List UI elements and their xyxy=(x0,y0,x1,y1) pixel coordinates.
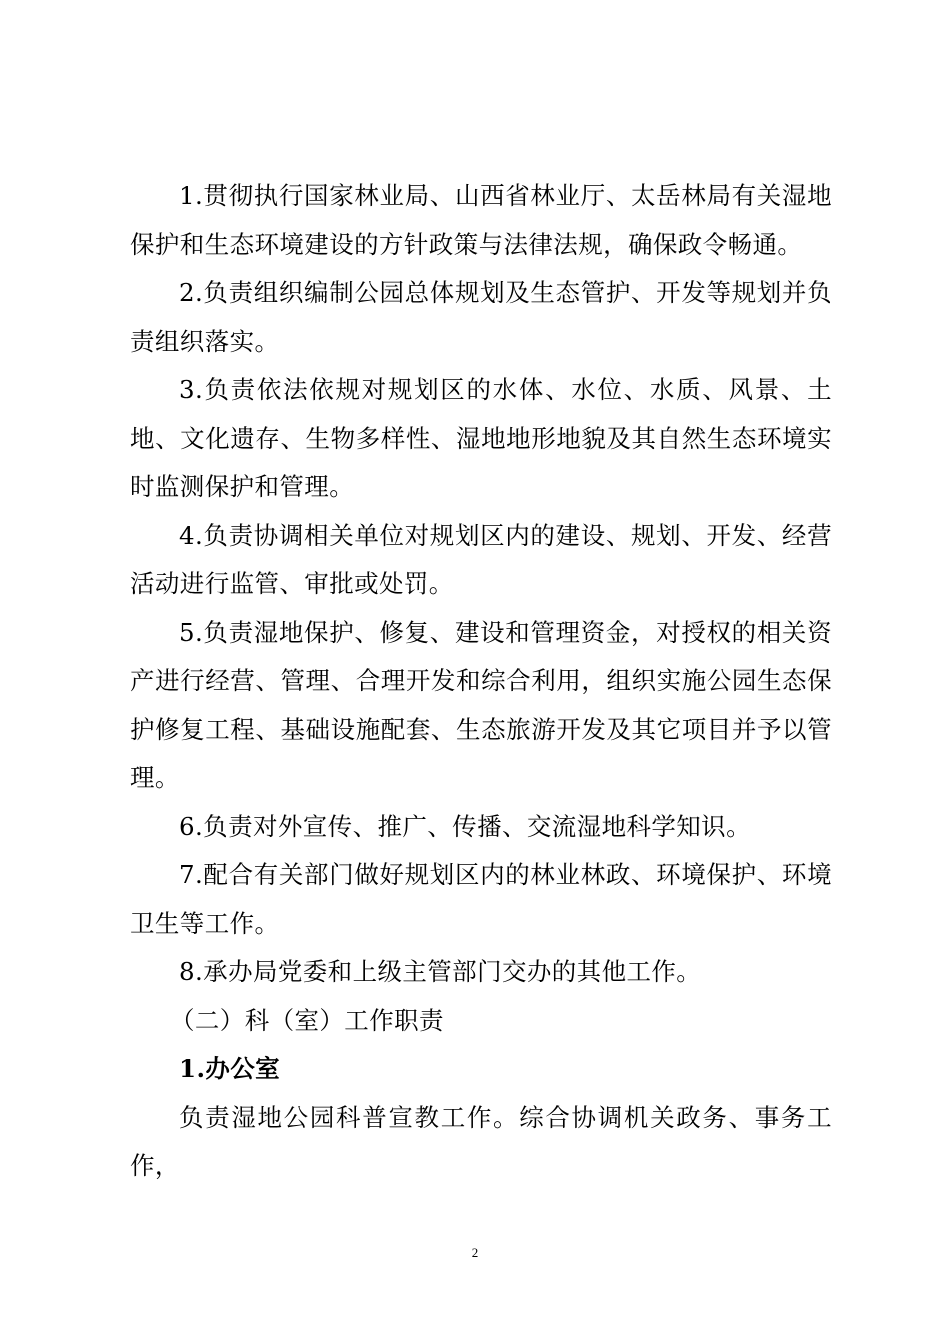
section-heading: （二）科（室）工作职责 xyxy=(170,1005,444,1035)
duty-paragraph-1: 1.贯彻执行国家林业局、山西省林业厅、太岳林局有关湿地保护和生态环境建设的方针政策与法律法规，确保政令畅通。 xyxy=(130,181,832,259)
sub-heading-office: 1.办公室 xyxy=(179,1054,281,1083)
duty-paragraph-8: 8.承办局党委和上级主管部门交办的其他工作。 xyxy=(179,957,702,986)
office-duty-paragraph: 负责湿地公园科普宣教工作。综合协调机关政务、事务工作， xyxy=(130,1102,832,1180)
duty-paragraph-3: 3.负责依法依规对规划区的水体、水位、水质、风景、土地、文化遗存、生物多样性、湿地地形地貌及其自然生态环境实时监测保护和管理。 xyxy=(130,375,832,501)
duty-paragraph-2: 2.负责组织编制公园总体规划及生态管护、开发等规划并负责组织落实。 xyxy=(130,278,832,356)
duty-paragraph-4: 4.负责协调相关单位对规划区内的建设、规划、开发、经营活动进行监管、审批或处罚。 xyxy=(130,520,832,598)
duty-paragraph-6: 6.负责对外宣传、推广、传播、交流湿地科学知识。 xyxy=(179,811,751,841)
document-body xyxy=(130,172,832,1191)
duty-paragraph-5: 5.负责湿地保护、修复、建设和管理资金，对授权的相关资产进行经营、管理、合理开发和综合利用，组织实施公园生态保护修复工程、基础设施配套、生态旅游开发及其它项目并予以管理。 xyxy=(130,617,832,792)
duty-paragraph-7: 7.配合有关部门做好规划区内的林业林政、环境保护、环境卫生等工作。 xyxy=(130,860,832,938)
page-number: 2 xyxy=(471,1245,479,1260)
